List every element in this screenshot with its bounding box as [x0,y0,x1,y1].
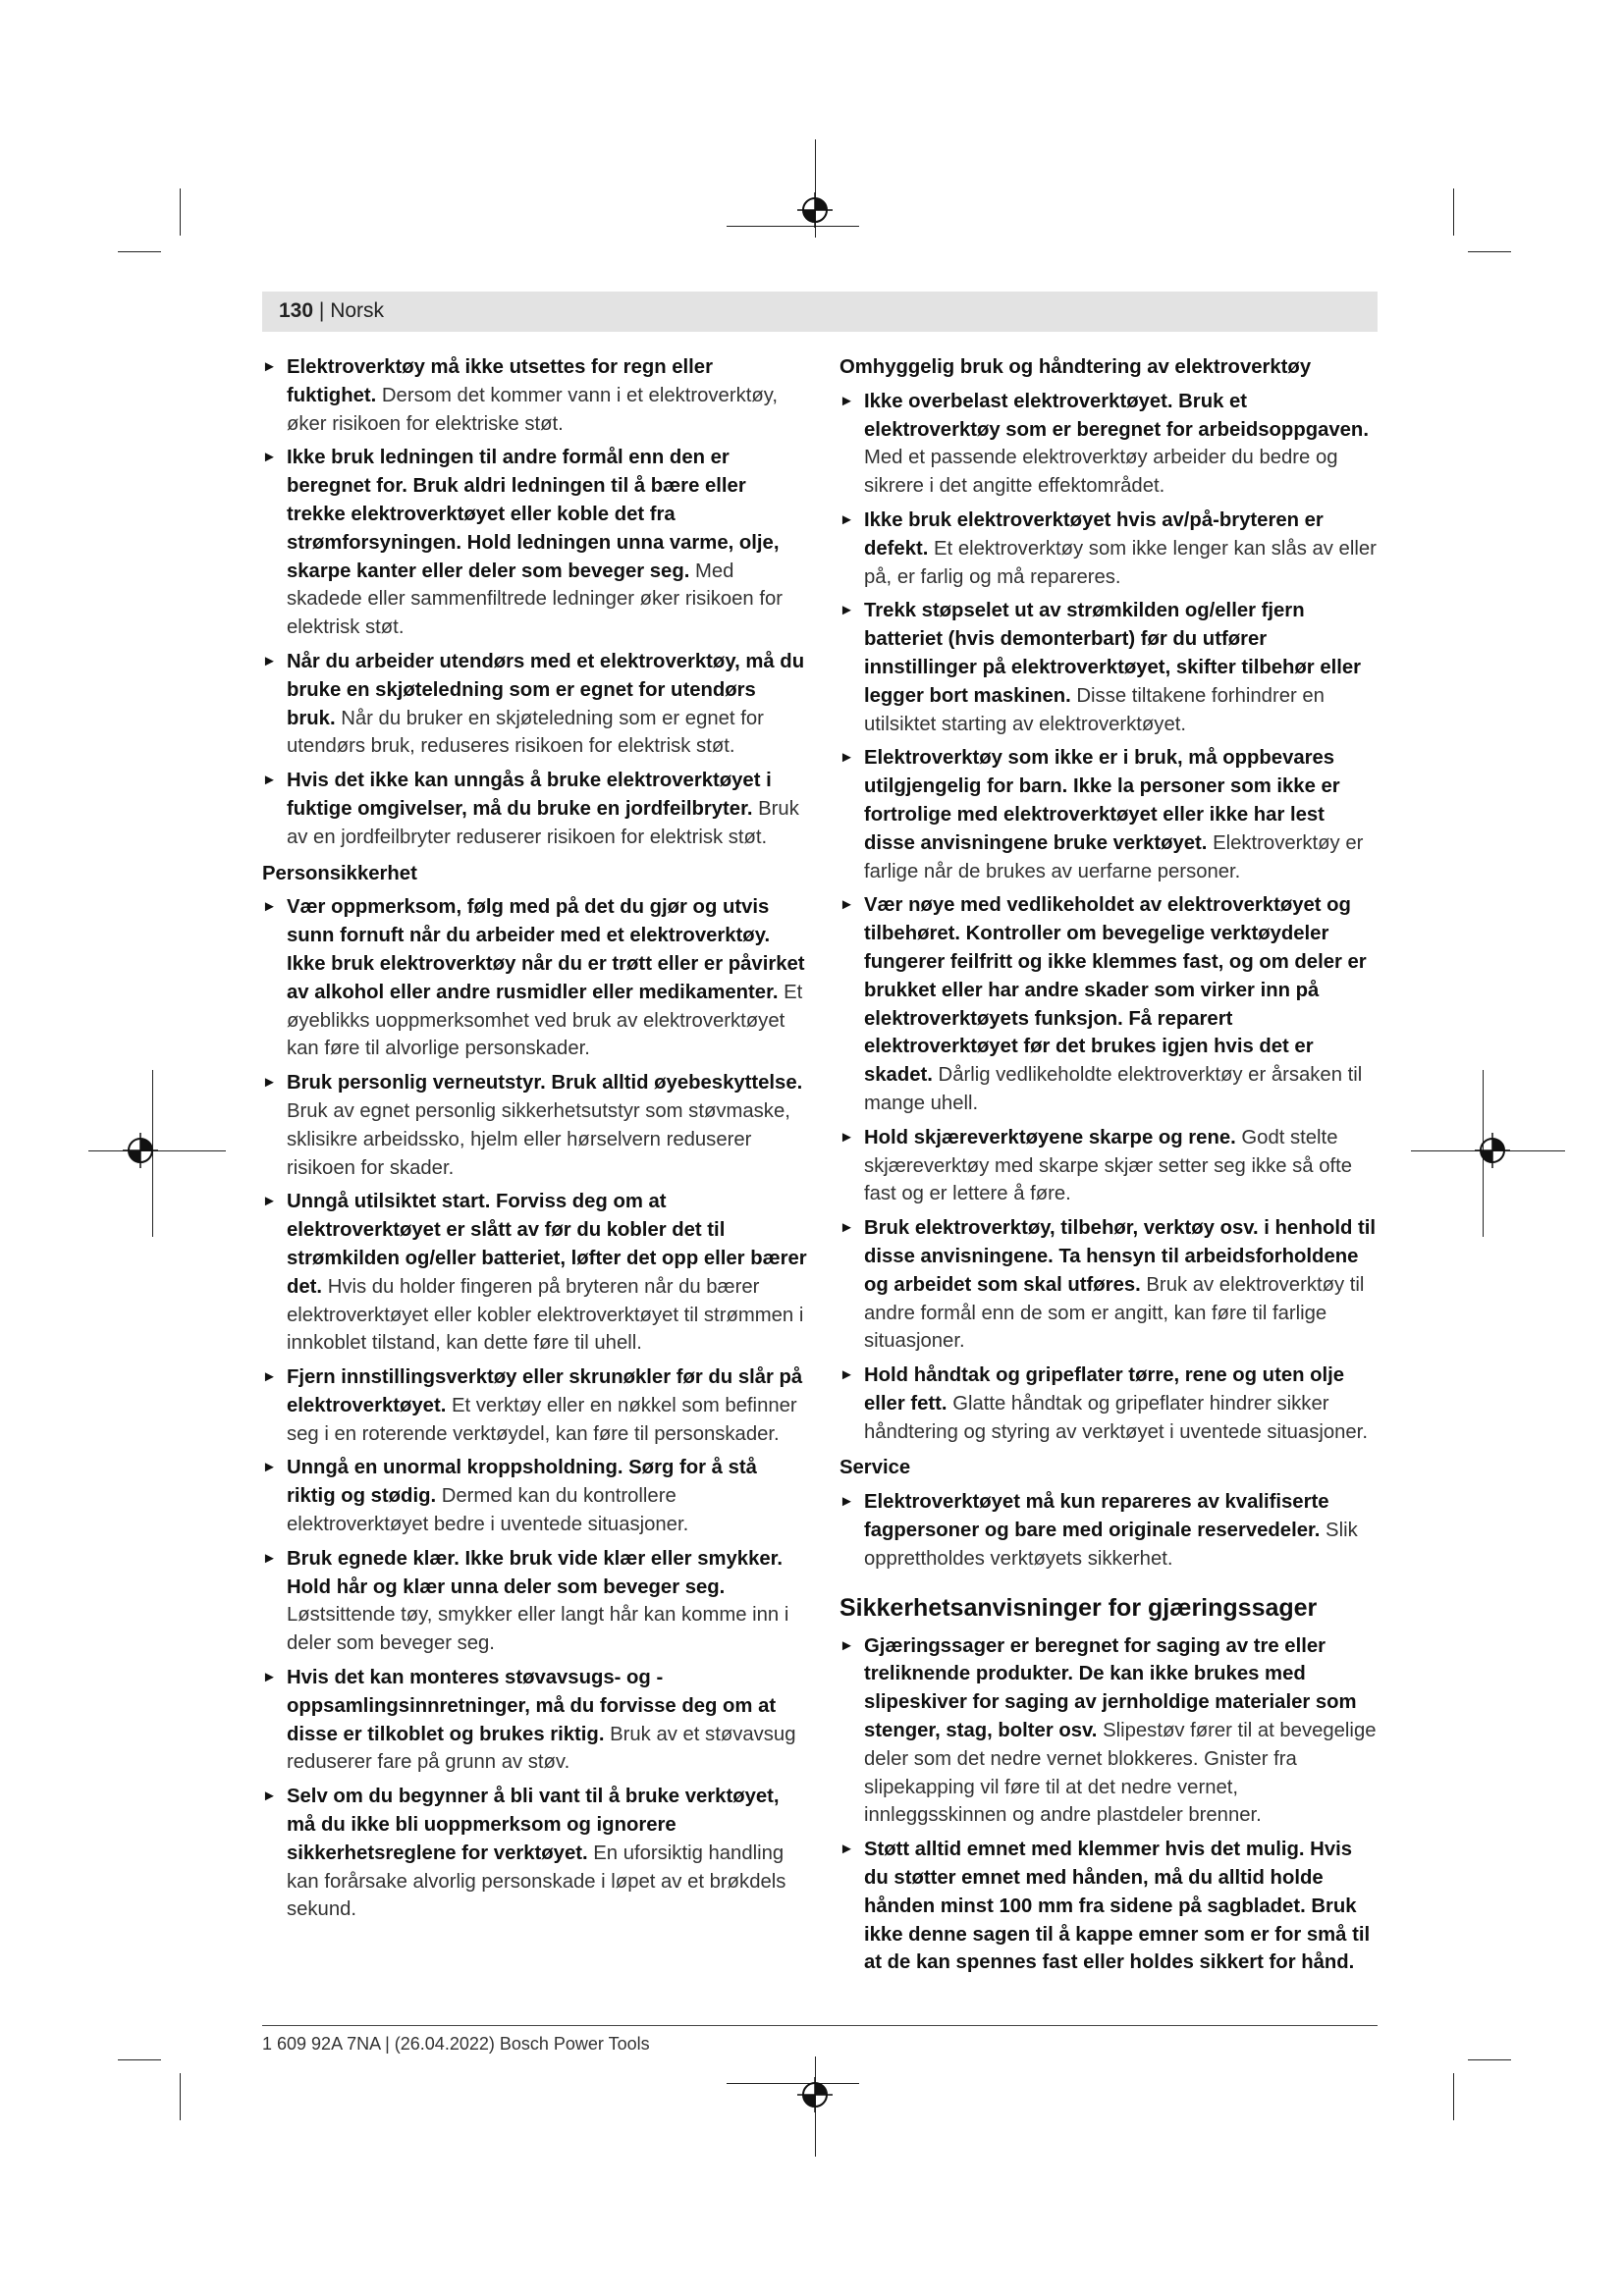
safety-item [839,744,1380,885]
safety-item-explanation: Bruk av elektroverktøy til andre formål enn de som er angitt, kan føre til farlige situasjoner. [864,1273,1365,1353]
registration-line [727,226,859,227]
crop-mark [180,2073,181,2120]
safety-item [262,648,807,761]
safety-item [262,444,807,642]
safety-item-instruction: Vær oppmerksom, følg med på det du gjør og utvis sunn fornuft når du arbeider med et elektroverktøy. Ikke bruk elektroverktøy når du er trøtt eller er påvirket av alkohol eller andre rusmidler eller medikamenter. [287,896,805,1003]
subsection-heading: Service [839,1457,911,1479]
bullet-arrow-icon: ► [839,392,854,409]
safety-item-explanation: Dårlig vedlikeholdte elektroverktøy er årsaken til mange uhell. [864,1064,1363,1114]
safety-item-explanation: Elektroverktøy er farlige når de brukes av uerfarne personer. [864,831,1364,882]
bullet-arrow-icon: ► [839,1366,854,1384]
safety-item [262,1783,807,1924]
safety-item [839,1632,1380,1831]
registration-line [727,2083,859,2084]
crop-mark [180,188,181,236]
safety-item [839,1836,1380,1977]
bullet-arrow-icon: ► [839,749,854,767]
bullet-arrow-icon: ► [262,772,277,789]
registration-target-icon [123,1133,158,1168]
safety-item [262,1363,807,1448]
bullet-arrow-icon: ► [839,510,854,528]
page-header-bar [262,292,1378,332]
safety-item-explanation: Hvis du holder fingeren på bryteren når du bærer elektroverktøyet eller kobler elektroverktøyet til strømmen i innkoblet tilstand, kan dette føre til uhell. [287,1275,804,1355]
registration-target-icon [797,2077,833,2112]
crop-mark [1453,188,1454,236]
safety-item [839,597,1380,738]
bullet-arrow-icon: ► [262,1368,277,1386]
safety-item [839,388,1380,501]
safety-item-instruction: Hold håndtak og gripeflater tørre, rene og uten olje eller fett. [864,1364,1345,1415]
subsection-heading: Omhyggelig bruk og håndtering av elektroverktøy [839,356,1312,378]
safety-item-explanation: Bruk av egnet personlig sikkerhetsutstyr som støvmaske, sklisikre arbeidssko, hjelm eller hørselvern reduserer risikoen for skader. [287,1099,790,1179]
subsection-heading: Personsikkerhet [262,862,417,884]
safety-item-instruction: Hvis det kan monteres støvavsugs- og -oppsamlingsinnretninger, må du forvisse deg om at disse er tilkoblet og brukes riktig. [287,1667,777,1745]
safety-item-explanation: Et verktøy eller en nøkkel som befinner seg i en roterende verktøydel, kan føre til personskader. [287,1394,797,1445]
bullet-arrow-icon: ► [262,1669,277,1686]
footer-rule [262,2025,1378,2026]
crop-mark [118,2059,161,2060]
safety-item-instruction: Ikke bruk ledningen til andre formål enn den er beregnet for. Bruk aldri ledningen til å bære eller trekke elektroverktøyet eller koble det fra strømforsyningen. Hold ledningen unna varme, olje, skarpe kanter eller deler som beveger seg. [287,447,780,582]
crop-mark [1453,2073,1454,2120]
safety-item [262,1454,807,1538]
safety-item-instruction: Bruk elektroverktøy, tilbehør, verktøy osv. i henhold til disse anvisningene. Ta hensyn til arbeidsforholdene og arbeidet som skal utføres. [864,1217,1377,1296]
bullet-arrow-icon: ► [262,1549,277,1567]
safety-item-explanation: Et øyeblikks uoppmerksomhet ved bruk av elektroverktøyet kan føre til alvorlige personskader. [287,981,803,1060]
safety-item [839,507,1380,591]
safety-item-instruction: Ikke bruk elektroverktøyet hvis av/på-bryteren er defekt. [864,508,1324,560]
crop-mark [1468,251,1511,252]
safety-item-explanation: Bruk av et støvavsug reduserer fare på grunn av støv. [287,1723,796,1774]
safety-item-explanation: Et elektroverktøy som ikke lenger kan slås av eller på, er farlig og må repareres. [864,537,1377,588]
safety-item [839,1214,1380,1356]
safety-item-instruction: Elektroverktøyet må kun repareres av kvalifiserte fagpersoner og bare med originale reservedeler. [864,1491,1329,1542]
safety-item-explanation: Løstsittende tøy, smykker eller langt hår kan komme inn i deler som beveger seg. [287,1604,789,1655]
bullet-arrow-icon: ► [262,652,277,669]
safety-item-instruction: Elektroverktøy som ikke er i bruk, må oppbevares utilgjengelig for barn. Ikke la personer som ikke er fortrolige med elektroverktøyet eller ikke har lest disse anvisningene bruke verktøyet. [864,747,1340,854]
safety-item [262,1545,807,1658]
safety-item [262,767,807,851]
registration-target-icon [1475,1133,1510,1168]
bullet-arrow-icon: ► [839,1493,854,1511]
safety-item-explanation: Bruk av en jordfeilbryter reduserer risikoen for elektrisk støt. [287,797,799,848]
safety-item-instruction: Fjern innstillingsverktøy eller skrunøkler før du slår på elektroverktøyet. [287,1366,803,1416]
bullet-arrow-icon: ► [839,1219,854,1237]
safety-item-instruction: Elektroverktøy må ikke utsettes for regn eller fuktighet. [287,356,713,406]
page-header [279,298,384,324]
bullet-arrow-icon: ► [839,602,854,619]
header-separator: | [318,299,325,322]
registration-target-icon [797,192,833,228]
page-number: 130 [279,299,314,322]
section-title: Sikkerhetsanvisninger for gjæringssager [839,1593,1318,1622]
bullet-arrow-icon: ► [839,896,854,914]
crop-mark [1468,2059,1511,2060]
safety-item [262,1664,807,1777]
bullet-arrow-icon: ► [262,898,277,916]
safety-item-explanation: Slipestøv fører til at bevegelige deler som det nedre vernet blokkeres. Gnister fra slipekapping vil føre til at det nedre vernet, innleggsskinnen og andre plastdeler brenner. [864,1720,1377,1827]
left-column [262,353,807,1930]
safety-item [839,1124,1380,1208]
safety-item [839,1488,1380,1573]
safety-item-instruction: Ikke overbelast elektroverktøyet. Bruk et elektroverktøy som er beregnet for arbeidsoppgaven. [864,390,1369,441]
safety-item-explanation: En uforsiktig handling kan forårsake alvorlig personskade i løpet av et brøkdels sekund. [287,1842,786,1921]
safety-item-instruction: Bruk egnede klær. Ikke bruk vide klær eller smykker. Hold hår og klær unna deler som beveger seg. [287,1547,784,1598]
safety-item [839,1362,1380,1446]
bullet-arrow-icon: ► [262,1459,277,1476]
safety-item-explanation: Når du bruker en skjøteledning som er egnet for utendørs bruk, reduseres risikoen for elektrisk støt. [287,707,764,758]
bullet-arrow-icon: ► [839,1636,854,1654]
safety-item-instruction: Hold skjæreverktøyene skarpe og rene. [864,1126,1236,1148]
bullet-arrow-icon: ► [839,1841,854,1858]
safety-item [262,893,807,1063]
safety-item-explanation: Dersom det kommer vann i et elektroverktøy, øker risikoen for elektriske støt. [287,384,779,435]
safety-item-instruction: Vær nøye med vedlikeholdet av elektroverktøyet og tilbehøret. Kontroller om bevegelige verktøydeler fungerer feilfritt og ikke klemmes fast, og om deler er brukket eller har andre skader som virker inn på elektroverktøyets funksjon. Få reparert elektroverktøyet før det brukes igjen hvis det er skadet. [864,894,1367,1087]
safety-item-explanation: Dermed kan du kontrollere elektroverktøyet bedre i uventede situasjoner. [287,1485,689,1536]
safety-item-explanation: Disse tiltakene forhindrer en utilsiktet starting av elektroverktøyet. [864,684,1325,735]
safety-item-instruction: Når du arbeider utendørs med et elektroverktøy, må du bruke en skjøteledning som er egnet for utendørs bruk. [287,650,805,729]
header-language: Norsk [330,299,385,322]
footer-text: 1 609 92A 7NA | (26.04.2022) Bosch Power Tools [262,2034,650,2054]
bullet-arrow-icon: ► [262,358,277,375]
safety-item [262,1069,807,1182]
safety-item-explanation: Med skadede eller sammenfiltrede ledninger øker risikoen for elektrisk støt. [287,560,784,639]
bullet-arrow-icon: ► [839,1128,854,1146]
safety-item-instruction: Hvis det ikke kan unngås å bruke elektroverktøyet i fuktige omgivelser, må du bruke en jordfeilbryter. [287,770,772,820]
safety-item-instruction: Selv om du begynner å bli vant til å bruke verktøyet, må du ikke bli uoppmerksom og ignorere sikkerhetsreglene for verktøyet. [287,1786,780,1864]
safety-item [262,353,807,438]
safety-item-instruction: Gjæringssager er beregnet for saging av tre eller treliknende produkter. De kan ikke brukes med slipeskiver for saging av jernholdige materialer som stenger, stag, bolter osv. [864,1634,1357,1742]
safety-item-explanation: Slik opprettholdes verktøyets sikkerhet. [864,1520,1358,1570]
bullet-arrow-icon: ► [262,1193,277,1210]
safety-item-instruction: Unngå en unormal kroppsholdning. Sørg for å stå riktig og stødig. [287,1457,757,1508]
safety-item-explanation: Med et passende elektroverktøy arbeider du bedre og sikrere i det angitte effektområdet. [864,447,1338,498]
crop-mark [118,251,161,252]
safety-item-instruction: Bruk personlig verneutstyr. Bruk alltid øyebeskyttelse. [287,1072,803,1095]
safety-item [262,1188,807,1358]
safety-item-instruction: Trekk støpselet ut av strømkilden og/eller fjern batteriet (hvis demonterbart) før du utfører innstillinger på elektroverktøyet, skifter tilbehør eller legger bort maskinen. [864,600,1362,707]
safety-item-explanation: Godt stelte skjæreverktøy med skarpe skjær setter seg ikke så ofte fast og er lettere å føre. [864,1126,1353,1205]
bullet-arrow-icon: ► [262,1788,277,1805]
bullet-arrow-icon: ► [262,449,277,466]
bullet-arrow-icon: ► [262,1074,277,1092]
safety-item-instruction: Unngå utilsiktet start. Forviss deg om at elektroverktøyet er slått av før du kobler det til strømkilden og/eller batteriet, løfter det opp eller bærer det. [287,1191,807,1298]
safety-item-explanation: Glatte håndtak og gripeflater hindrer sikker håndtering og styring av verktøyet i uventede situasjoner. [864,1392,1368,1443]
safety-item-instruction: Støtt alltid emnet med klemmer hvis det mulig. Hvis du støtter emnet med hånden, må du alltid holde hånden minst 100 mm fra sidene på sagbladet. Bruk ikke denne sagen til å kappe emner som er for små til at de kan spennes fast eller holdes sikkert for hånd. [864,1839,1371,1974]
safety-item [839,891,1380,1117]
right-column [839,353,1380,1983]
